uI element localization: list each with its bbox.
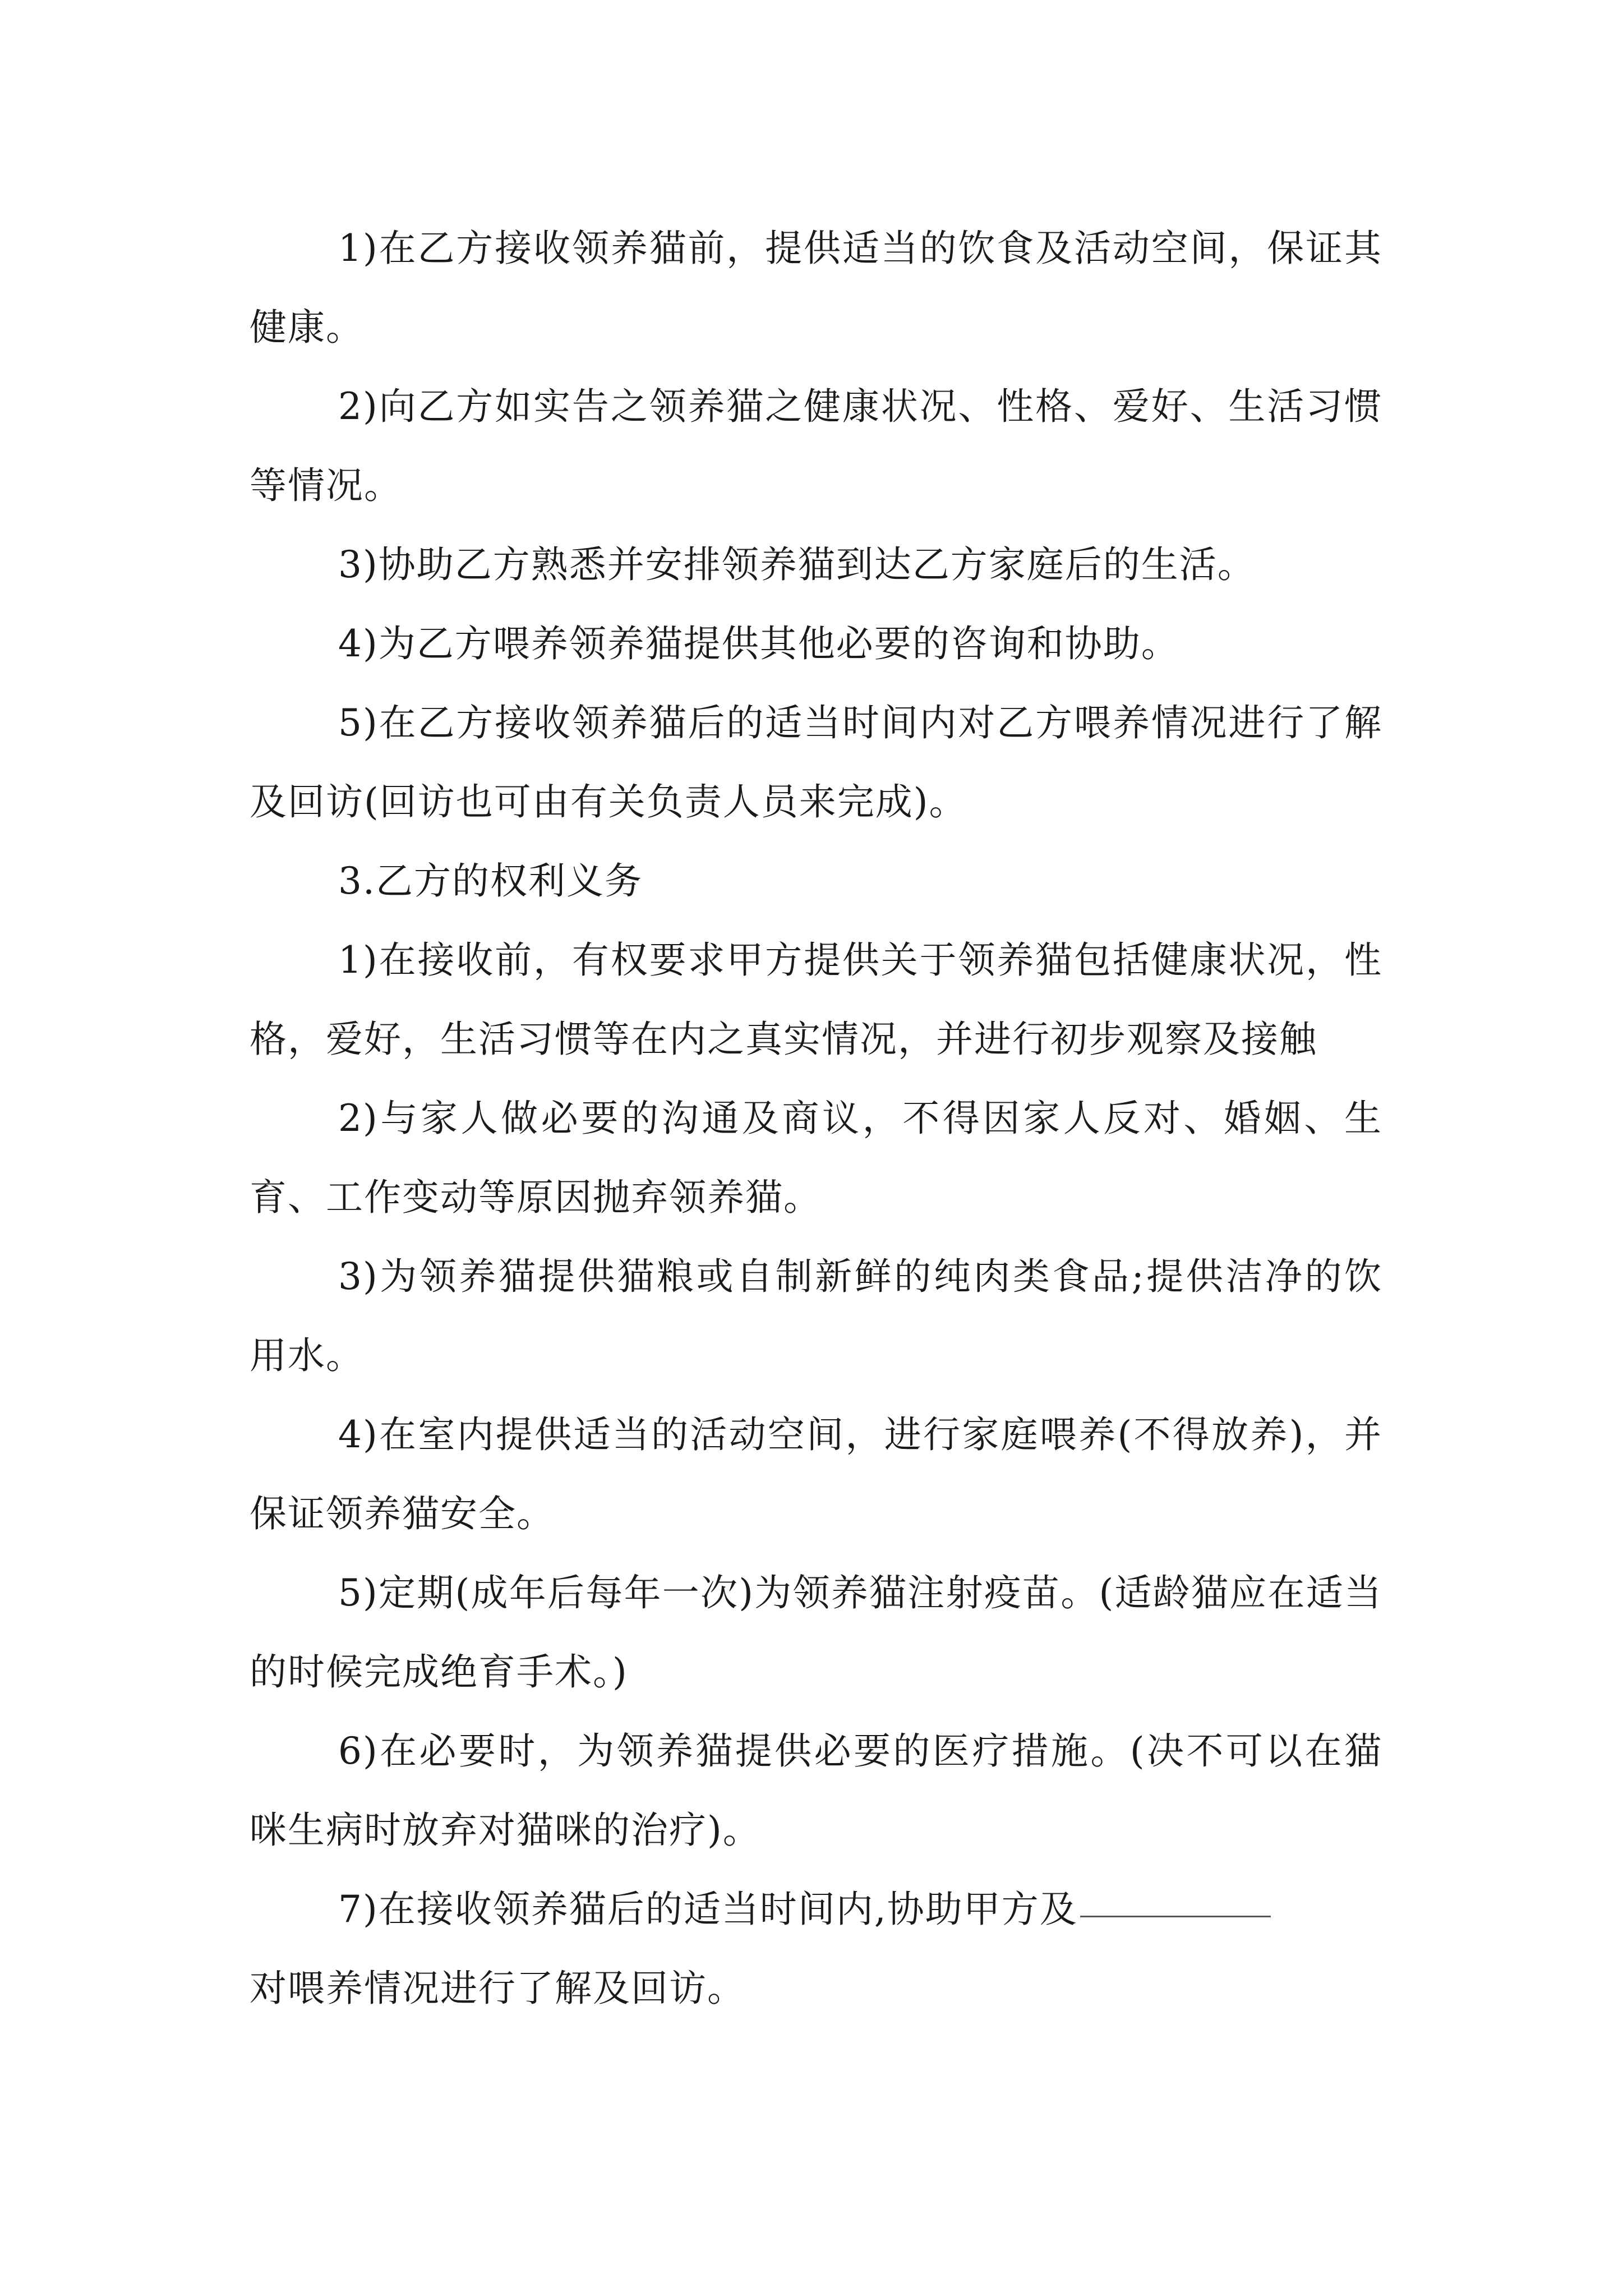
paragraph-party-b-duty-1: 1)在接收前，有权要求甲方提供关于领养猫包括健康状况，性格，爱好，生活习惯等在内之真实情况，并进行初步观察及接触 — [250, 938, 1382, 1061]
fill-in-blank-line[interactable] — [1080, 1915, 1271, 1917]
section-heading-party-b: 3.乙方的权利义务 — [338, 859, 643, 903]
paragraph-party-b-duty-7-lead: 7)在接收领养猫后的适当时间内,协助甲方及 — [338, 1888, 1078, 1931]
paragraph-party-b-duty-2: 2)与家人做必要的沟通及商议，不得因家人反对、婚姻、生育、工作变动等原因抛弃领养猫。 — [250, 1097, 1382, 1219]
paragraph-party-a-duty-4: 4)为乙方喂养领养猫提供其他必要的咨询和协助。 — [338, 622, 1179, 665]
paragraph-party-a-duty-5: 5)在乙方接收领养猫后的适当时间内对乙方喂养情况进行了解及回访(回访也可由有关负责人员来完成)。 — [250, 701, 1382, 823]
paragraph-party-a-duty-3: 3)协助乙方熟悉并安排领养猫到达乙方家庭后的生活。 — [338, 543, 1256, 586]
paragraph-party-b-duty-4: 4)在室内提供适当的活动空间，进行家庭喂养(不得放养)，并保证领养猫安全。 — [250, 1413, 1382, 1535]
document-body — [250, 209, 1382, 2028]
paragraph-party-b-duty-6: 6)在必要时，为领养猫提供必要的医疗措施。(决不可以在猫咪生病时放弃对猫咪的治疗)。 — [250, 1729, 1382, 1852]
paragraph-party-a-duty-2: 2)向乙方如实告之领养猫之健康状况、性格、爱好、生活习惯等情况。 — [250, 385, 1382, 507]
paragraph-party-b-duty-5: 5)定期(成年后每年一次)为领养猫注射疫苗。(适龄猫应在适当的时候完成绝育手术。) — [250, 1571, 1382, 1694]
paragraph-party-b-duty-7 — [250, 1870, 1382, 2028]
paragraph-party-a-duty-1: 1)在乙方接收领养猫前，提供适当的饮食及活动空间，保证其健康。 — [250, 227, 1382, 349]
paragraph-party-b-duty-3: 3)为领养猫提供猫粮或自制新鲜的纯肉类食品;提供洁净的饮用水。 — [250, 1255, 1382, 1377]
paragraph-party-b-duty-7-tail: 对喂养情况进行了解及回访。 — [250, 1967, 745, 2010]
